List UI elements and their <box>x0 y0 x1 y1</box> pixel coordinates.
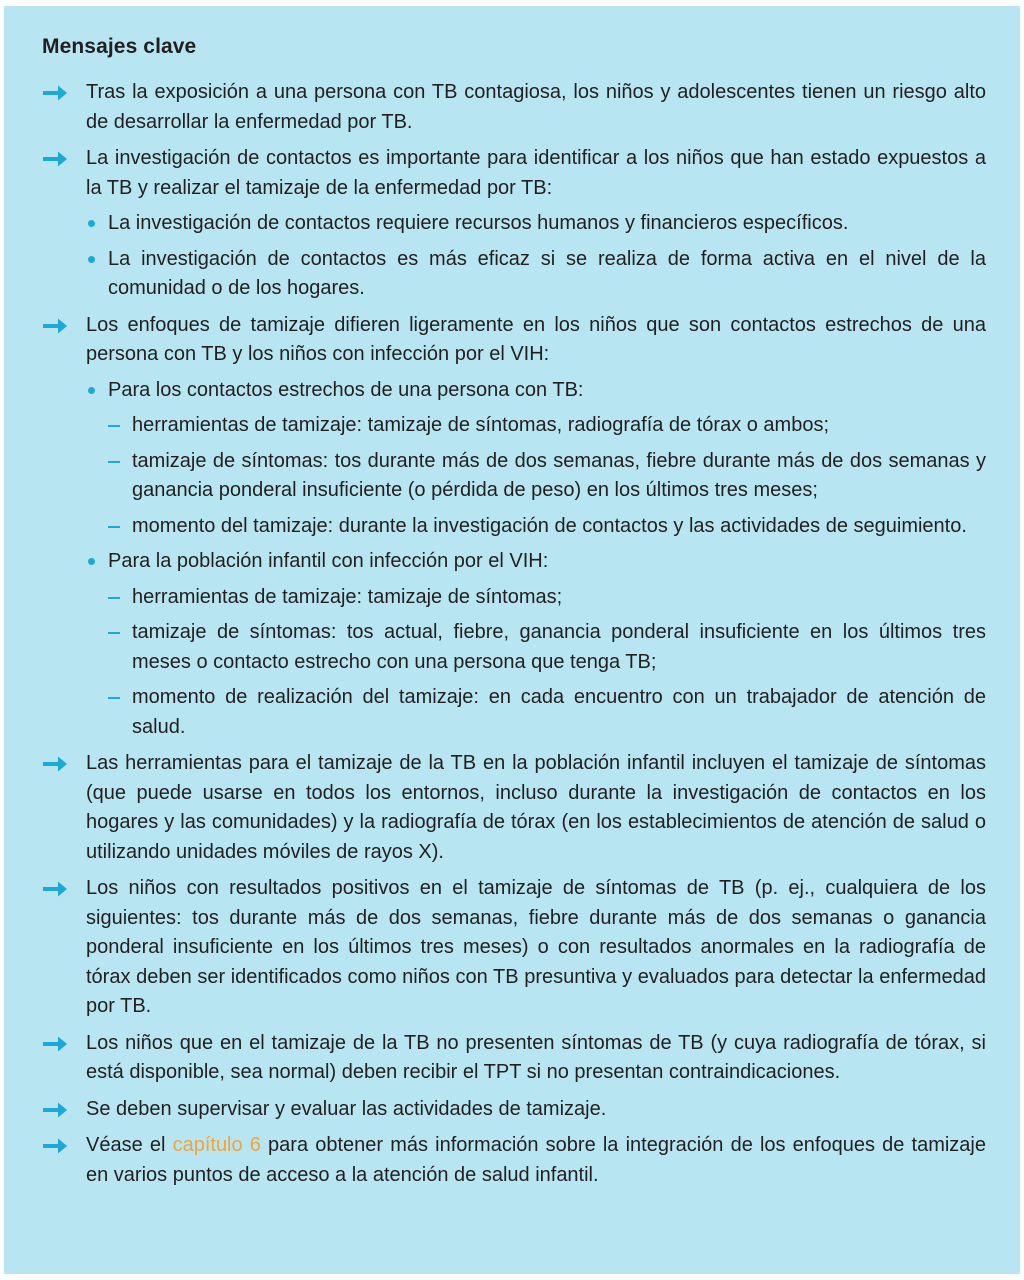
bullet-icon <box>88 387 95 394</box>
message-text: Las herramientas para el tamizaje de la TB en la población infantil incluyen el tamizaje de síntomas (que puede usarse en todos los entornos, incluso durante la investigación de contactos en los hogares y las comunidades) y la radiografía de tórax (en los establecimientos de atención de salud o utilizando unidades móviles de rayos X). <box>86 752 986 863</box>
key-messages-list <box>42 78 986 1190</box>
arrow-right-icon <box>42 1137 68 1155</box>
message-text: Tras la exposición a una persona con TB contagiosa, los niños y adolescentes tienen un riesgo alto de desarrollar la enfermedad por TB. <box>86 81 986 133</box>
sub-item-text: Para los contactos estrechos de una persona con TB: <box>108 378 584 401</box>
sub-sub-item-text: herramientas de tamizaje: tamizaje de síntomas, radiografía de tórax o ambos; <box>132 414 830 436</box>
box-title: Mensajes clave <box>42 35 197 58</box>
message-item <box>42 749 986 867</box>
arrow-right-icon <box>42 1101 68 1119</box>
sub-item-text: Para la población infantil con infección por el VIH: <box>108 550 549 572</box>
arrow-right-icon <box>42 150 68 168</box>
sub-sub-list <box>108 411 986 541</box>
key-messages-box <box>4 6 1020 1274</box>
sub-sub-item-text: momento de realización del tamizaje: en cada encuentro con un trabajador de atención de salud. <box>132 686 986 738</box>
dash-icon <box>108 425 120 427</box>
message-item <box>42 144 986 304</box>
arrow-right-icon <box>42 1035 68 1053</box>
sub-list <box>86 209 986 304</box>
message-text: Se deben supervisar y evaluar las actividades de tamizaje. <box>86 1097 607 1120</box>
message-item <box>42 874 986 1022</box>
dash-icon <box>108 461 120 463</box>
sub-sub-item-text: momento del tamizaje: durante la investigación de contactos y las actividades de seguimiento. <box>132 514 967 537</box>
arrow-right-icon <box>42 755 68 773</box>
message-text-before: Véase el <box>86 1134 173 1156</box>
message-text <box>86 1131 986 1190</box>
message-item <box>42 1095 986 1125</box>
dash-icon <box>108 697 120 699</box>
sub-item <box>86 547 986 742</box>
arrow-right-icon <box>42 84 68 102</box>
sub-sub-list <box>108 583 986 743</box>
sub-sub-item <box>108 683 986 742</box>
message-item <box>42 1131 986 1190</box>
sub-item <box>86 376 986 542</box>
sub-sub-item <box>108 583 986 613</box>
sub-sub-item <box>108 411 986 441</box>
chapter-link[interactable]: capítulo 6 <box>172 1134 261 1156</box>
dash-icon <box>108 632 120 634</box>
bullet-icon <box>88 220 95 227</box>
sub-sub-item <box>108 447 986 506</box>
dash-icon <box>108 526 120 528</box>
sub-sub-item <box>108 512 986 542</box>
arrow-right-icon <box>42 880 68 898</box>
message-text: Los niños que en el tamizaje de la TB no presenten síntomas de TB (y cuya radiografía de tórax, si está disponible, sea normal) deben recibir el TPT si no presentan contraindicaciones. <box>86 1031 986 1083</box>
sub-sub-item-text: tamizaje de síntomas: tos durante más de dos semanas, fiebre durante más de dos semanas y ganancia ponderal insuficiente (o pérdida de peso) en los últimos tres meses; <box>132 449 986 501</box>
dash-icon <box>108 597 120 599</box>
sub-sub-item-text: tamizaje de síntomas: tos actual, fiebre, ganancia ponderal insuficiente en los últimos tres meses o contacto estrecho con una persona que tenga TB; <box>132 621 986 673</box>
message-item <box>42 311 986 743</box>
sub-list <box>86 376 986 743</box>
message-text: La investigación de contactos es importante para identificar a los niños que han estado expuestos a la TB y realizar el tamizaje de la enfermedad por TB: <box>86 147 986 199</box>
message-item <box>42 78 986 137</box>
message-text-after: para obtener más información sobre la integración de los enfoques de tamizaje en varios puntos de acceso a la atención de salud infantil. <box>86 1134 986 1186</box>
message-item <box>42 1029 986 1088</box>
message-text: Los enfoques de tamizaje difieren ligeramente en los niños que son contactos estrechos de una persona con TB y los niños con infección por el VIH: <box>86 313 986 365</box>
sub-item <box>86 209 986 239</box>
sub-item <box>86 245 986 304</box>
sub-sub-item <box>108 618 986 677</box>
arrow-right-icon <box>42 317 68 335</box>
bullet-icon <box>88 558 95 565</box>
sub-sub-item-text: herramientas de tamizaje: tamizaje de síntomas; <box>132 585 563 608</box>
message-text: Los niños con resultados positivos en el tamizaje de síntomas de TB (p. ej., cualquiera de los siguientes: tos durante más de dos semanas, fiebre durante más de dos semanas o ganancia ponderal insuficiente en los últimos tres meses) o con resultados anormales en la radiografía de tórax deben ser identificados como niños con TB presuntiva y evaluados para detectar la enfermedad por TB. <box>86 877 986 1017</box>
sub-item-text: La investigación de contactos es más eficaz si se realiza de forma activa en el nivel de la comunidad o de los hogares. <box>108 247 986 299</box>
sub-item-text: La investigación de contactos requiere recursos humanos y financieros específicos. <box>108 212 849 234</box>
bullet-icon <box>88 256 95 263</box>
